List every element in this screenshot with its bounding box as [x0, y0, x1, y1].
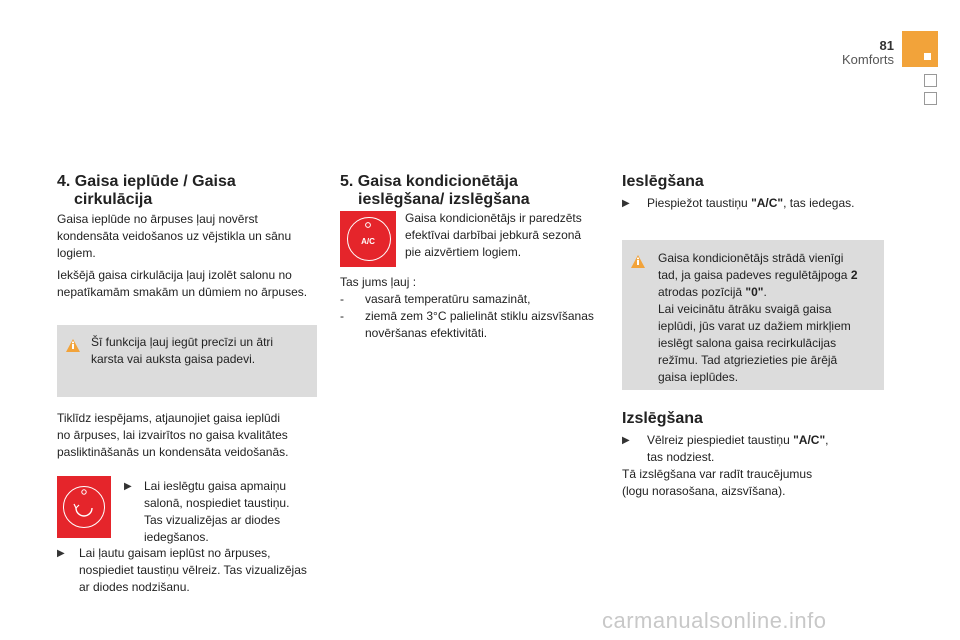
- switch-off-bullet: ▶ Vēlreiz piespiediet taustiņu "A/C", tas nodziest.: [622, 433, 829, 464]
- chapter-tab: [902, 31, 938, 67]
- info-text-col1: Šī funkcija ļauj iegūt precīzi un ātri karsta vai auksta gaisa padevi.: [91, 335, 274, 366]
- section-5-title-line1: 5. Gaisa kondicionētāja: [340, 173, 518, 190]
- switch-off-title: Izslēgšana: [622, 410, 703, 427]
- section-4-title-line2: cirkulācija: [74, 191, 153, 208]
- ac-button-image: [340, 211, 396, 267]
- watermark: carmanualsonline.info: [602, 608, 827, 633]
- bullet-arrow-icon: ▶: [622, 198, 630, 209]
- ac-allows-text: Tas jums ļauj :: [340, 275, 417, 289]
- bullet-arrow-icon: ▶: [622, 435, 630, 446]
- intake-paragraph: Gaisa ieplūde no ārpuses ļauj novērst kondensāta veidošanos uz vējstikla un sānu logiem.: [57, 212, 292, 260]
- switch-on-bullet: ▶ Piespiežot taustiņu "A/C", tas iedegas.: [622, 196, 855, 210]
- restore-paragraph: Tiklīdz iespējams, atjaunojiet gaisa ieplūdi no ārpuses, lai izvairītos no gaisa kvalitātes pasliktināšanās un kondensāta veidošanās.: [57, 411, 289, 459]
- section-5-title: [340, 173, 600, 209]
- info-text-col3: Gaisa kondicionētājs strādā vienīgi tad, ja gaisa padeves regulētājpoga 2 atrodas pozīcijā "0". Lai veicinātu ātrāku svaigā gaisa ieplūdi, jūs varat uz dažiem mirkļiem ieslēgt salona gaisa recirkulācijas režīmu. Tad atgriezieties pie ārējā gaisa ieplūdes.: [658, 251, 858, 384]
- ac-dash-item-1: - vasarā temperatūru samazināt,: [340, 292, 531, 306]
- recirculation-paragraph: Iekšējā gaisa cirkulācija ļauj izolēt salonu no nepatīkamām smakām un dūmiem no ārpuses.: [57, 268, 308, 299]
- info-icon: [630, 254, 646, 270]
- switch-on-title: Ieslēgšana: [622, 173, 704, 190]
- chapter-marker-box: [924, 74, 937, 87]
- ac-intro-paragraph: Gaisa kondicionētājs ir paredzēts efektīvai darbībai jebkurā sezonā pie aizvērtiem logiem.: [405, 211, 582, 259]
- info-box-col1: [57, 325, 317, 397]
- ac-dash-item-2: - ziemā zem 3°C palielināt stiklu aizsvīšanas novēršanas efektivitāti.: [340, 309, 594, 340]
- recirculation-icon: [68, 486, 100, 528]
- recirc-on-bullet: ▶ Lai ieslēgtu gaisa apmaiņu salonā, nospiediet taustiņu. Tas vizualizējas ar diodes iedegšanos.: [124, 479, 290, 544]
- switch-off-note: Tā izslēgšana var radīt traucējumus (logu norasošana, aizsvīšana).: [622, 467, 813, 498]
- chapter-marker-box: [924, 92, 937, 105]
- page-number: 81: [879, 38, 894, 53]
- recirculation-button-image: [57, 476, 111, 538]
- chapter-tab-marker: [924, 53, 931, 60]
- led-indicator-icon: [360, 221, 376, 231]
- section-title: Komforts: [841, 52, 894, 67]
- bullet-arrow-icon: ▶: [124, 481, 132, 492]
- info-box-col3: [622, 240, 884, 390]
- recirc-off-bullet: ▶ Lai ļautu gaisam ieplūst no ārpuses, nospiediet taustiņu vēlreiz. Tas vizualizējas ar diodes nodzišanu.: [57, 546, 307, 594]
- info-icon: [65, 338, 81, 354]
- section-5-title-line2: ieslēgšana/ izslēgšana: [358, 191, 530, 208]
- section-4-title-line1: 4. Gaisa ieplūde / Gaisa: [57, 173, 236, 190]
- section-4-title: [57, 173, 317, 209]
- ac-button-label: A/C: [361, 237, 375, 246]
- bullet-arrow-icon: ▶: [57, 548, 65, 559]
